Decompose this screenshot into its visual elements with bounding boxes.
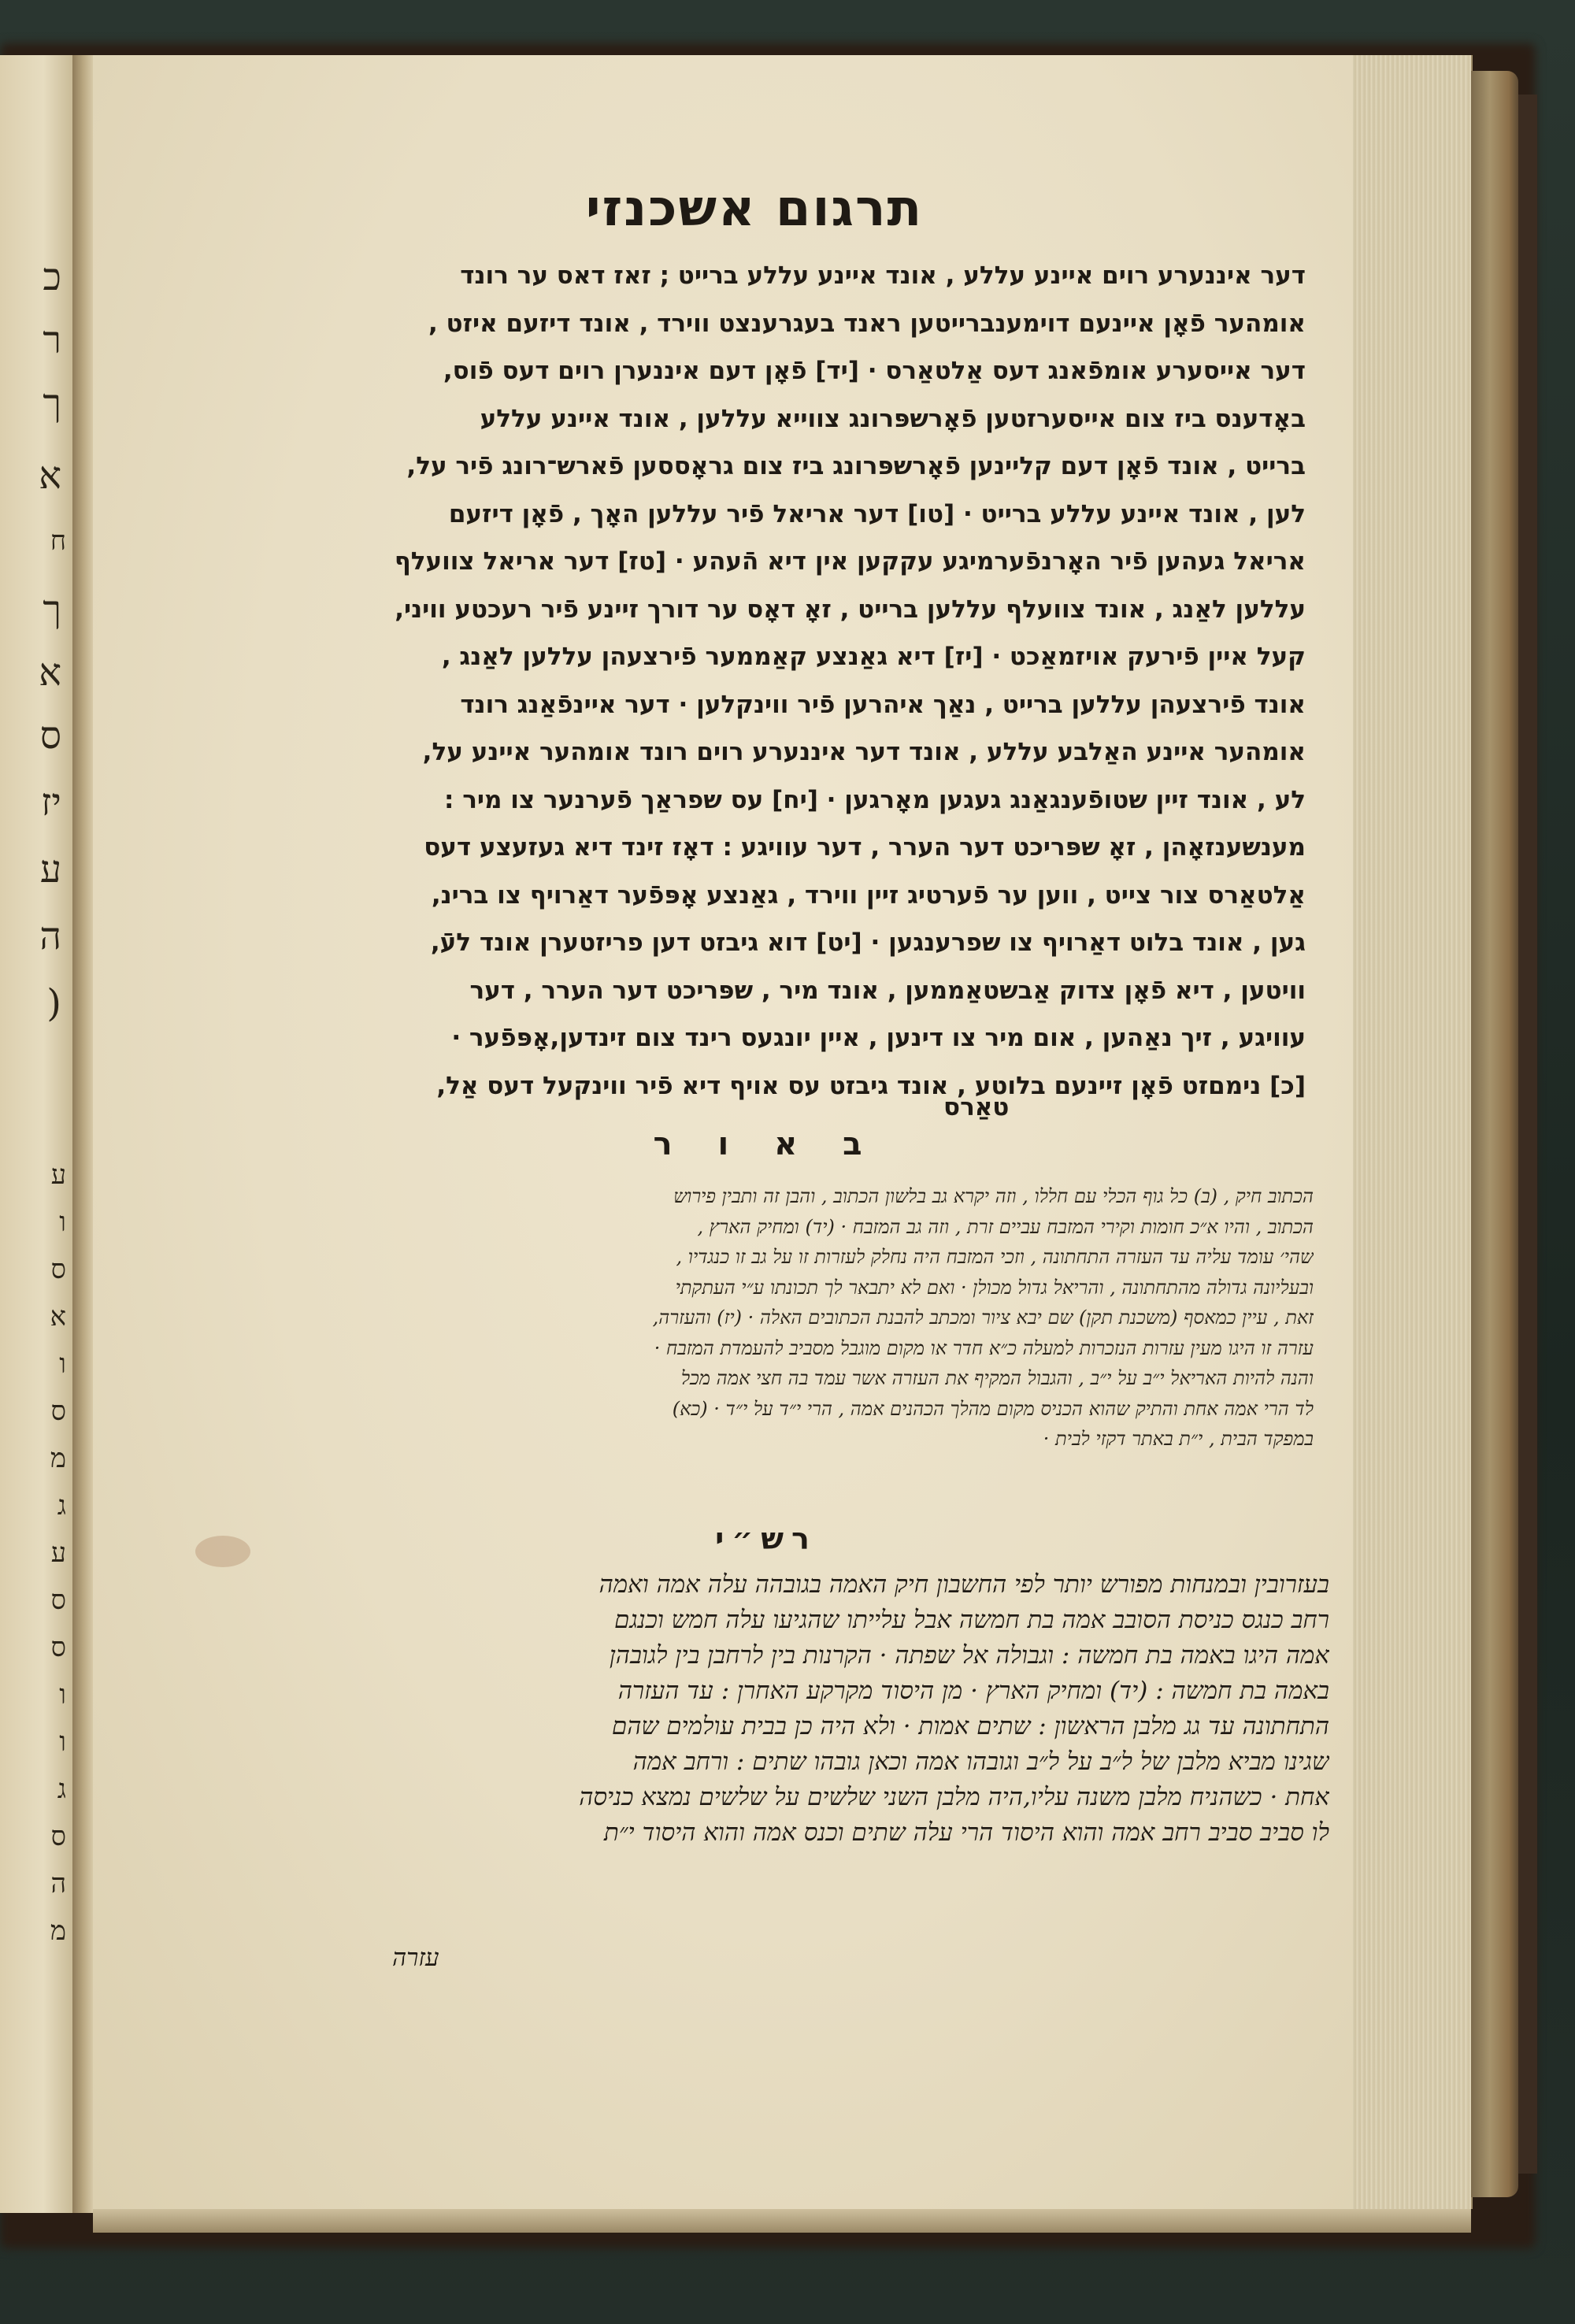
rashi-line: באמה בת חמשה : (יד) ומחיק הארץ · מן היסוד מקרקע האחרן : עד העזרה [617,1677,1329,1705]
left-page-glyph: ג [57,1490,66,1522]
biur-line: זאת , עיין כמאסף (משכנת תקן) שם יבא ציור ומכתב להבנת הכתובים האלה · (יז) והעזרה, [652,1307,1314,1329]
translation-line: עוויגע , זיך נאַהען , אום מיר צו דינען , איין יונגעס רינד צום זינדען,אָפּפֿער · [451,1024,1306,1052]
translation-line: עללען לאַנג , אונד צוועלף עללען ברייט , זאָ דאָס ער דורך זיינע פֿיר רעכטע וויני, [395,595,1306,624]
rashi-heading: רש״י [715,1522,817,1556]
translation-line: אומהער איינע האַלבע עללע , אונד דער איננערע רוים רונד אומהער איינע על, [422,738,1306,766]
left-page-glyph: ו [59,1726,66,1758]
left-page-glyph: ע [50,1159,66,1191]
left-page-glyph: כ [43,255,61,299]
left-page-glyph: מ [50,1915,66,1947]
rashi-line: רחב כנגס כניסת הסובב אמה בת חמשה אבל עלייתו שהגיעו עלה חמש וכנגם [614,1606,1329,1634]
translation-line: מענשענזאָהן , זאָ שפּריכט דער הערר , דער עוויגע : דאָז זינד דיא געזעצע דעס [424,833,1306,862]
book-gutter [72,55,93,2213]
left-page-glyph: ך [43,381,61,425]
biur-line: הכתוב חיק , (ב) כל גוף הכלי עם חללו , וזה יקרא גב בלשון הכתוב , והבן זה ותבין פירוש [673,1185,1314,1207]
right-page [93,55,1353,2209]
left-page-glyph: א [50,1301,66,1333]
book-cover-edge [1518,95,1537,2174]
biur-line: לד הרי אמה אחת והתיק שהוא הכניס מקום מהלך הכהנים אמה , הרי י״ד על י״ד · (כא) [672,1397,1314,1420]
left-page-glyph: ס [50,1632,66,1663]
left-page-glyph: ס [50,1254,66,1285]
translation-line: קעל איין פֿירעק אויזמאַכט · [יז] דיא גאַנצע קאַממער פֿירצעהן עללען לאַנג , [441,643,1306,671]
left-page-glyph: ס [50,1396,66,1427]
left-page-glyph: ר [43,318,61,362]
book-edge [1471,71,1518,2197]
left-page-glyph: ג [57,1774,66,1805]
left-page-glyph: ס [39,714,61,758]
left-page-glyph: ע [39,847,61,891]
biur-line: הכתוב , והיו א״כ חומות וקירי המזבח עביים זרת , וזה גב המזבח · (יד) ומחיק הארץ , [697,1215,1314,1238]
rashi-line: אמה היגו באמה בת חמשה : וגבולה אל שפתה · הקרנות בין לרחבן בין לגובהן [609,1641,1329,1670]
biur-text [219,1181,1314,1455]
translation-text [203,252,1306,1110]
left-page-glyph: ה [39,914,61,958]
translation-tail: טאַרס [943,1093,1010,1121]
translation-line: דער אייסערע אומפֿאנג דעס אַלטאַרס · [יד] פֿאָן דעם איננערן רוים דעס פֿוס, [443,357,1306,385]
translation-line: אריאל געהען פֿיר האָרנפֿערמיגע עקקען אין דיא הֿעהע · [טז] דער אריאל צוועלף [394,547,1306,576]
translation-line: דער איננערע רוים איינע עללע , אונד איינע עללע ברייט ; זאז דאס ער רונד [460,261,1306,290]
rashi-text [211,1567,1329,1851]
translation-line: ברייט , אונד פֿאָן דעם קליינען פֿאָרשפּרונג ביז צום גראָססען פֿארש־רונג פֿיר על, [406,452,1306,480]
biur-heading: ב א ו ר [653,1126,880,1162]
page-title: תרגום אשכנזי [585,180,924,238]
biur-line: שהי׳ עומד עליה עד העזרה התחתונה , וזכי המזבח היה נחלק לעזרות זו על גב זו כנגדיו , [676,1246,1314,1268]
biur-line: והנה להיות האריאל י״ב על י״ב , והגבול המקיף את העזרה אשר עמד בה חצי אמה מכל [680,1367,1314,1389]
left-page-glyph: ( [46,981,61,1025]
translation-line: לע , אונד זיין שטופֿענגאַנג געגען מאָרגען · [יח] עס שפראַך פֿערנער צו מיר : [444,785,1306,814]
translation-line: אומהער פֿאָן איינעם דוימענברייטען ראנד בעגרענצט ווירד , אונד דיזעם איזט , [428,309,1306,338]
page-fore-edge [1353,55,1473,2209]
left-page-glyph: ח [50,525,66,557]
left-page-glyph: א [39,650,61,695]
translation-line: [כ] נימםזט פֿאָן זיינעם בלוטע , אונד גיבזט עס אויף דיא פֿיר ווינקעל דעס אַל, [436,1071,1306,1100]
translation-line: גען , אונד בלוט דאַרויף צו שפרענגען · [יט] דוא גיבזט דען פריזטערן אונד לעֿ, [430,928,1306,957]
left-page-edge [0,55,72,2213]
rashi-line: אחת · כשהניח מלבן משנה עליו,היה מלבן השני שלשים על שלשים נמצא כניסה [579,1783,1329,1811]
translation-line: וויטען , דיא פֿאָן צדוק אַבשטאַממען , אונד מיר , שפּריכט דער הערר , דער [469,976,1306,1005]
left-page-glyph: ך [43,587,61,632]
translation-line: אונד פֿירצעהן עללען ברייט , נאַך איהרען פֿיר ווינקלען · דער איינפֿאַנג רונד [460,690,1306,719]
left-page-glyph: ס [50,1585,66,1616]
rashi-line: שגינו מביא מלבן של ל״ב על ל״ב וגובהו אמה וכאן גובהו שתים : ורחב אמה [632,1748,1329,1776]
rashi-last-word: עזרה [392,1944,439,1972]
page-stain [195,1536,250,1567]
rashi-line: התחתונה עד גג מלבן הראשון : שתים אמות · ולא היה כן בבית עולמים שהם [611,1712,1329,1740]
biur-line: עזרה זו היגו מעין עזרות הנזכרות למעלה כ״א חדר או מקום מוגבל מסביב להעמדת המזבח · [654,1336,1314,1359]
left-page-glyph: ו [59,1206,66,1238]
left-page-glyph: ס [50,1821,66,1852]
left-page-glyph: יז [41,780,61,825]
left-page-glyph: ע [50,1537,66,1569]
left-page-glyph: מ [50,1443,66,1474]
translation-line: באָדענס ביז צום אייסערזטען פֿאָרשפּרונג צווייא עללען , אונד איינע עללע [480,404,1306,433]
book-bottom-edge [93,2209,1471,2233]
translation-line: אַלטאַרס צור צייט , ווען ער פֿערטיג זיין ווירד , גאַנצע אָפּפֿער דאַרויף צו ברינ, [431,880,1306,910]
translation-line: לען , אונד איינע עללע ברייט · [טו] דער אריאל פֿיר עללען האָך , פֿאָן דיזעם [448,499,1306,528]
biur-line: במפקד הבית , י״ת באתר דקזי לבית · [1043,1428,1314,1450]
left-page-glyph: א [39,454,61,498]
left-page-glyph: ה [50,1868,66,1900]
rashi-line: בעזרובין ובמנחות מפורש יותר לפי החשבון חיק האמה בגובהה עלה אמה ואמה [598,1570,1329,1599]
left-page-glyph: ו [59,1679,66,1711]
rashi-line: לו סביב סביב רחב אמה והוא היסוד הרי עלה שתים וכנס אמה והוא היסוד י״ת [603,1818,1329,1847]
biur-line: ובעליונה גדולה מהתחתונה , והריאל גדול מכולן · ואם לא יתבאר לך תכונתו ע״י העתקתי [675,1276,1314,1299]
left-page-glyph: ו [59,1348,66,1380]
